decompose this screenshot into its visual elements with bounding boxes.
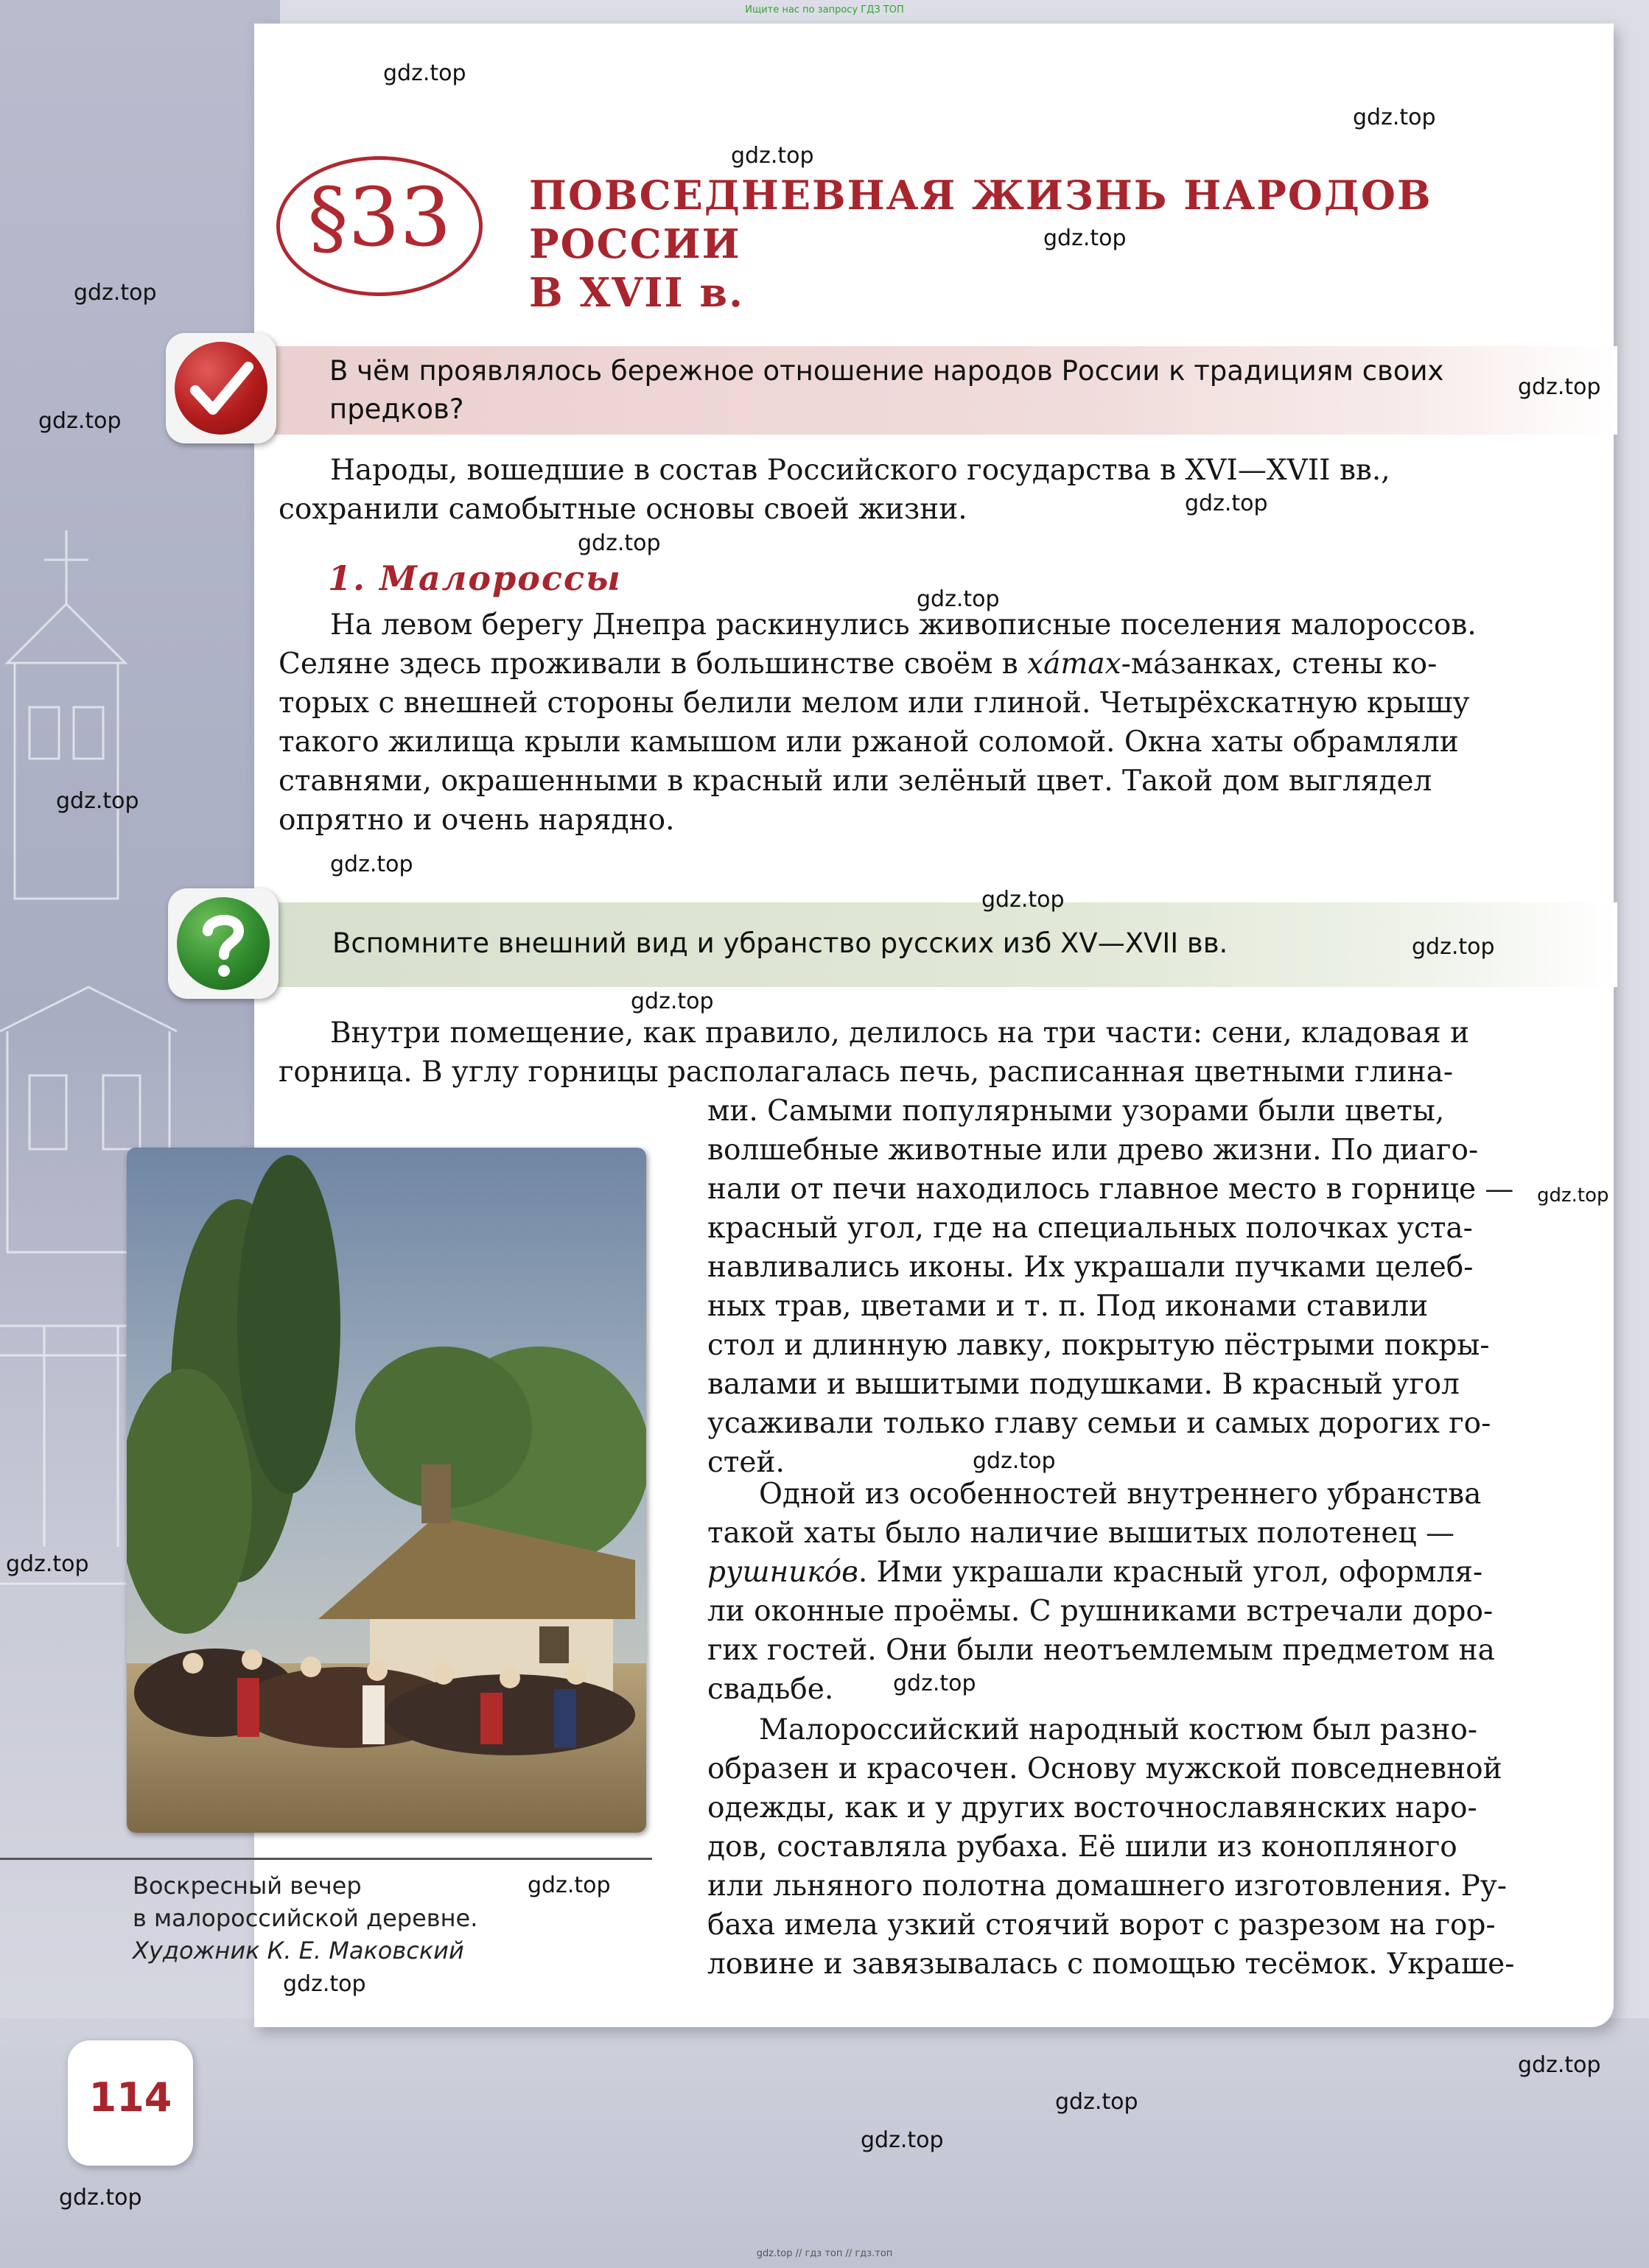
title-line-1: ПОВСЕДНЕВНАЯ ЖИЗНЬ НАРОДОВ РОССИИ (529, 172, 1432, 267)
page-number: 114 (88, 2074, 172, 2121)
watermark: gdz.top (56, 788, 139, 814)
checkmark-icon (175, 342, 267, 435)
watermark: gdz.top (1185, 491, 1268, 516)
para2-line: ми. Самыми популярными узорами были цветы, (707, 1095, 1445, 1128)
watermark: gdz.top (973, 1448, 1056, 1474)
watermark: gdz.top (1353, 105, 1436, 130)
para2-line: нали от печи находилось главное место в горнице — (707, 1173, 1514, 1206)
para1-line: опрятно и очень нарядно. (279, 804, 675, 837)
intro-line-2: сохранили самобытные основы своей жизни. (279, 493, 967, 526)
para1-text: Селяне здесь проживали в большинстве своём в (279, 647, 1028, 681)
watermark: gdz.top (1518, 374, 1601, 400)
watermark: gdz.top (528, 1872, 611, 1898)
para1-line: такого жилища крыли камышом или ржаной соломой. Окна хаты обрамляли (279, 726, 1459, 759)
para4-line: или льняного полотна домашнего изготовления. Ру- (707, 1869, 1508, 1903)
paragraph-1 (279, 605, 1579, 840)
title-line-2: В XVII в. (529, 269, 744, 316)
para2-line: ных трав, цветами и т. п. Под иконами ставили (707, 1290, 1429, 1323)
watermark: gdz.top (1043, 225, 1127, 251)
para2-line: волшебные животные или древо жизни. По диаго- (707, 1134, 1479, 1167)
top-note: Ищите нас по запросу ГДЗ ТОП (745, 4, 904, 15)
paragraph-3 (707, 1475, 1579, 1709)
caption-line-2: в малороссийской деревне. (133, 1904, 478, 1932)
question-1-line-2: предков? (329, 393, 464, 425)
watermark: gdz.top (74, 280, 157, 306)
watermark: gdz.top (1518, 2052, 1601, 2078)
painting-image (127, 1148, 646, 1833)
para4-line: дов, составляла рубаха. Её шили из конопляного (707, 1830, 1457, 1864)
para3-text: . Ими украшали красный угол, оформля- (858, 1556, 1483, 1589)
paragraph-4 (707, 1710, 1579, 1984)
painting-caption (133, 1869, 477, 1967)
para2-line: горница. В углу горницы располагалась печь, расписанная цветными глина- (279, 1056, 1454, 1089)
intro-line-1: Народы, вошедшие в состав Российского государства в XVI—XVII вв., (330, 454, 1390, 487)
question-1-text (329, 352, 1443, 429)
watermark: gdz.top (917, 586, 1000, 612)
paragraph-number: §33 (307, 170, 452, 264)
watermark: gdz.top (981, 887, 1065, 913)
section-heading: 1. Малороссы (328, 558, 622, 598)
watermark: gdz.top (6, 1551, 89, 1577)
para3-line: гих гостей. Они были неотъемлемым предметом на (707, 1634, 1495, 1667)
caption-artist: Художник К. Е. Маковский (133, 1937, 464, 1965)
watermark: gdz.top (893, 1671, 976, 1696)
paragraph-number-badge (276, 156, 483, 296)
question-band-1 (254, 346, 1617, 435)
watermark: gdz.top (1055, 2089, 1138, 2115)
para2-line: усаживали только главу семьи и самых дорогих го- (707, 1407, 1491, 1440)
para3-line: ли оконные проёмы. С рушниками встречали доро- (707, 1595, 1494, 1628)
para4-line: Малороссийский народный костюм был разно- (759, 1713, 1478, 1746)
para4-line: образен и красочен. Основу мужской повседневной (707, 1752, 1502, 1786)
term-khata: хáтах (1027, 647, 1121, 681)
para3-line (707, 1553, 1579, 1592)
watermark: gdz.top (578, 530, 661, 556)
watermark: gdz.top (383, 60, 466, 86)
para2-line: валами и вышитыми подушками. В красный угол (707, 1368, 1460, 1401)
watermark: gdz.top (38, 408, 122, 434)
question-2-text: Вспомните внешний вид и убранство русских изб XV—XVII вв. (332, 927, 1228, 959)
term-rushnik: рушникóв (707, 1556, 858, 1589)
para3-line: Одной из особенностей внутреннего убранства (759, 1478, 1482, 1511)
watermark: gdz.top (59, 2185, 142, 2211)
para1-text: -мáзанках, стены ко- (1121, 647, 1438, 681)
para2-line: Внутри помещение, как правило, делилось на три части: сени, кладовая и (330, 1017, 1470, 1050)
paragraph-2-narrow (707, 1092, 1579, 1482)
watermark: gdz.top (1537, 1184, 1609, 1207)
intro-text (279, 451, 1579, 529)
caption-line-3 (133, 1934, 477, 1967)
page-number-box (68, 2040, 193, 2166)
para4-line: баха имела узкий стоячий ворот с разрезом на гор- (707, 1909, 1496, 1942)
para2-line: стол и длинную лавку, покрытую пёстрыми покры- (707, 1329, 1490, 1362)
check-icon-box (166, 333, 276, 443)
para4-line: ловине и завязывалась с помощью тесёмок. Украше- (707, 1948, 1515, 1981)
para3-line: такой хаты было наличие вышитых полотенец — (707, 1517, 1454, 1550)
para1-line: На левом берегу Днепра раскинулись живописные поселения малороссов. (330, 608, 1477, 642)
question-1-line-1: В чём проявлялось бережное отношение народов России к традициям своих (329, 355, 1444, 387)
para2-line: стей. (707, 1446, 785, 1479)
watermark: gdz.top (631, 989, 714, 1014)
question-mark-icon (177, 897, 270, 990)
para2-line: красный угол, где на специальных полочках уста- (707, 1212, 1473, 1245)
question-icon-box (168, 888, 279, 999)
para4-line: одежды, как и у других восточнославянских наро- (707, 1791, 1477, 1825)
paragraph-2-wide (279, 1014, 1579, 1092)
watermark: gdz.top (283, 1971, 366, 1997)
watermark: gdz.top (330, 852, 413, 877)
caption-line-1: Воскресный вечер (133, 1872, 362, 1900)
bottom-note: gdz.top // гдз топ // гдз.топ (756, 2248, 893, 2259)
watermark: gdz.top (731, 143, 814, 169)
para1-line: торых с внешней стороны белили мелом или глиной. Четырёхскатную крышу (279, 687, 1470, 720)
background-bottom (0, 2018, 1649, 2268)
para1-line: ставнями, окрашенными в красный или зелёный цвет. Такой дом выглядел (279, 765, 1432, 798)
para3-line: свадьбе. (707, 1673, 834, 1706)
para2-line: навливались иконы. Их украшали пучками целеб- (707, 1251, 1474, 1284)
caption-divider (0, 1858, 652, 1860)
watermark: gdz.top (861, 2127, 944, 2153)
para1-line (279, 645, 1579, 684)
watermark: gdz.top (1412, 934, 1495, 960)
